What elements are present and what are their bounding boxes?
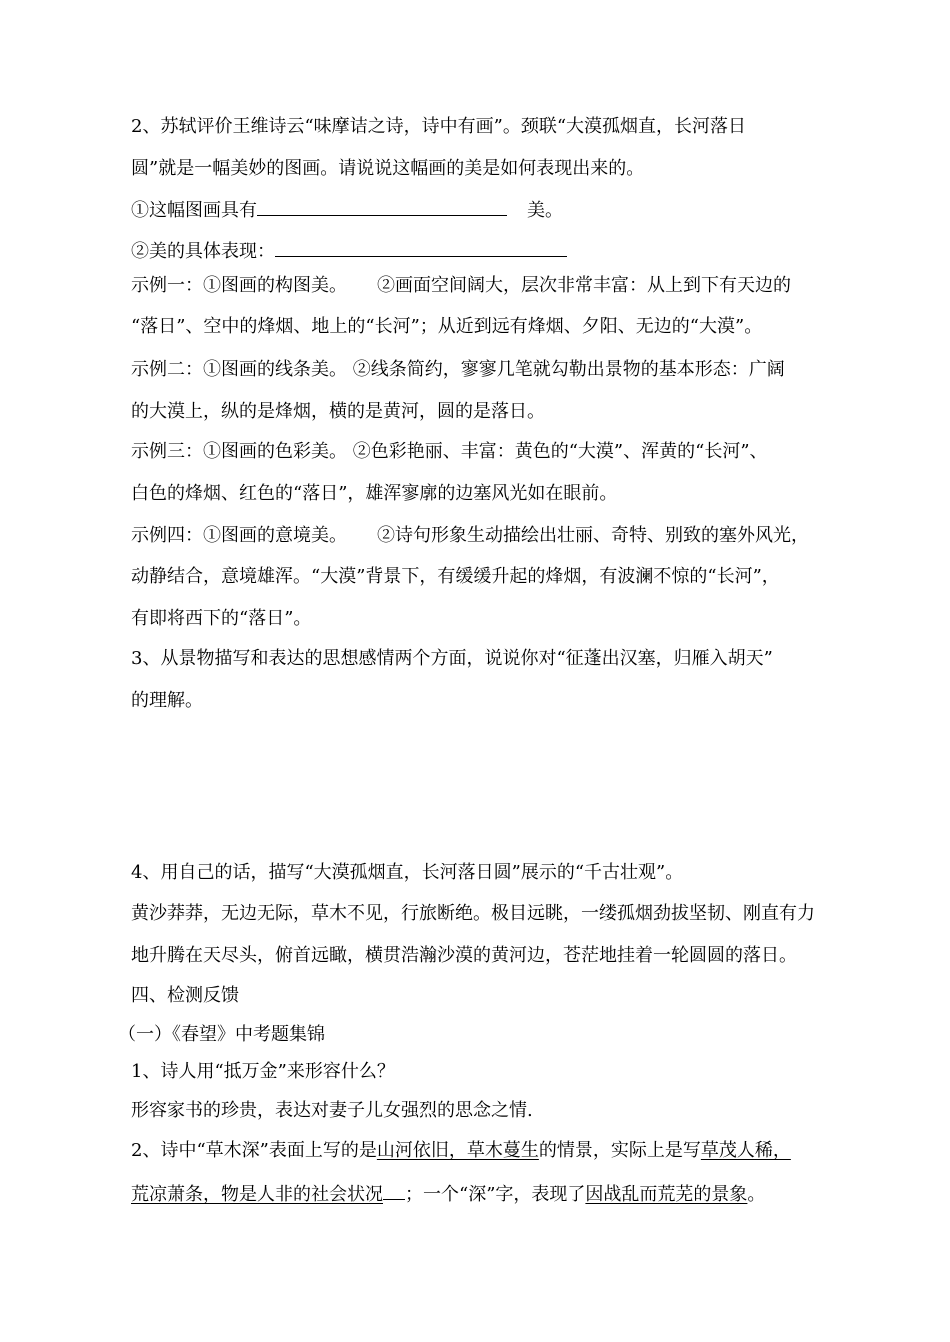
example4-text: ②诗句形象生动描绘出壮丽、奇特、别致的塞外风光， (377, 525, 809, 546)
section4-title: 四、检测反馈 (131, 985, 239, 1006)
q4-answer-line2: 地升腾在天尽头，俯首远瞰，横贯浩瀚沙漠的黄河边，苍茫地挂着一轮圆圆的落日。 (131, 945, 797, 966)
s4-q2-end: 。 (747, 1184, 766, 1205)
q2-line2: 圆”就是一幅美妙的图画。请说说这幅画的美是如何表现出来的。 (131, 158, 645, 179)
example2-line2: 的大漠上，纵的是烽烟，横的是黄河，圆的是落日。 (131, 401, 545, 422)
s4-q2-mid: 的情景，实际上是写 (538, 1140, 701, 1161)
s4-q2-blank (383, 1181, 405, 1200)
s4-q2-prefix: 2、诗中“草木深”表面上写的是 (131, 1140, 377, 1161)
blank1-prefix: ①这幅图画具有 (131, 200, 257, 221)
s4-q2-line2 (131, 1181, 851, 1207)
q2-blank1-line (131, 197, 851, 223)
q3-line1: 3、从景物描写和表达的思想感情两个方面，说说你对“征蓬出汉塞，归雁入胡天” (131, 648, 773, 669)
s4-q2-answer3: 荒凉萧条，物是人非的社会状况 (131, 1184, 383, 1205)
s4-a1: 形容家书的珍贵，表达对妻子儿女强烈的思念之情. (131, 1100, 533, 1121)
section4-subtitle: （一）《春望》中考题集锦 (118, 1024, 325, 1045)
example4-line3: 有即将西下的“落日”。 (131, 608, 312, 629)
example4-line1 (131, 524, 851, 548)
s4-q2-line1 (131, 1139, 851, 1163)
s4-q1: 1、诗人用“抵万金”来形容什么？ (131, 1061, 395, 1082)
s4-q2-answer2: 草茂人稀， (700, 1140, 791, 1161)
blank1-suffix: 美。 (527, 200, 563, 221)
example4-line2: 动静结合，意境雄浑。“大漠”背景下，有缓缓升起的烽烟，有波澜不惊的“长河”， (131, 566, 780, 587)
q2-blank2-line (131, 238, 851, 264)
example4-label: 示例四：①图画的意境美。 (131, 525, 347, 546)
q2-line1: 2、苏轼评价王维诗云“味摩诘之诗，诗中有画”。颈联“大漠孤烟直，长河落日 (131, 116, 747, 137)
s4-q2-mid2: ；一个“深”字，表现了 (405, 1184, 586, 1205)
example1-text: ②画面空间阔大，层次非常丰富：从上到下有天边的 (377, 275, 791, 296)
blank1-field[interactable] (257, 197, 507, 216)
example1-line2: “落日”、空中的烽烟、地上的“长河”；从近到远有烽烟、夕阳、无边的“大漠”。 (131, 316, 763, 337)
blank2-field[interactable] (275, 238, 567, 257)
example1-label: 示例一：①图画的构图美。 (131, 275, 347, 296)
s4-q2-answer4: 因战乱而荒芜的景象 (585, 1184, 748, 1205)
blank2-prefix: ②美的具体表现： (131, 241, 275, 262)
example1-line1 (131, 274, 851, 298)
example3-line2: 白色的烽烟、红色的“落日”，雄浑寥廓的边塞风光如在眼前。 (131, 483, 618, 504)
q4-answer-line1: 黄沙莽莽，无边无际，草木不见，行旅断绝。极目远眺，一缕孤烟劲拔坚韧、刚直有力 (131, 903, 815, 924)
example2-line1: 示例二：①图画的线条美。 ②线条简约，寥寥几笔就勾勒出景物的基本形态：广阔 (131, 359, 785, 380)
s4-q2-answer1: 山河依旧，草木蔓生 (376, 1140, 539, 1161)
q4-line1: 4、用自己的话，描写“大漠孤烟直，长河落日圆”展示的“千古壮观”。 (131, 862, 684, 883)
q3-line2: 的理解。 (131, 690, 203, 711)
example3-line1: 示例三：①图画的色彩美。 ②色彩艳丽、丰富：黄色的“大漠”、浑黄的“长河”、 (131, 441, 768, 462)
